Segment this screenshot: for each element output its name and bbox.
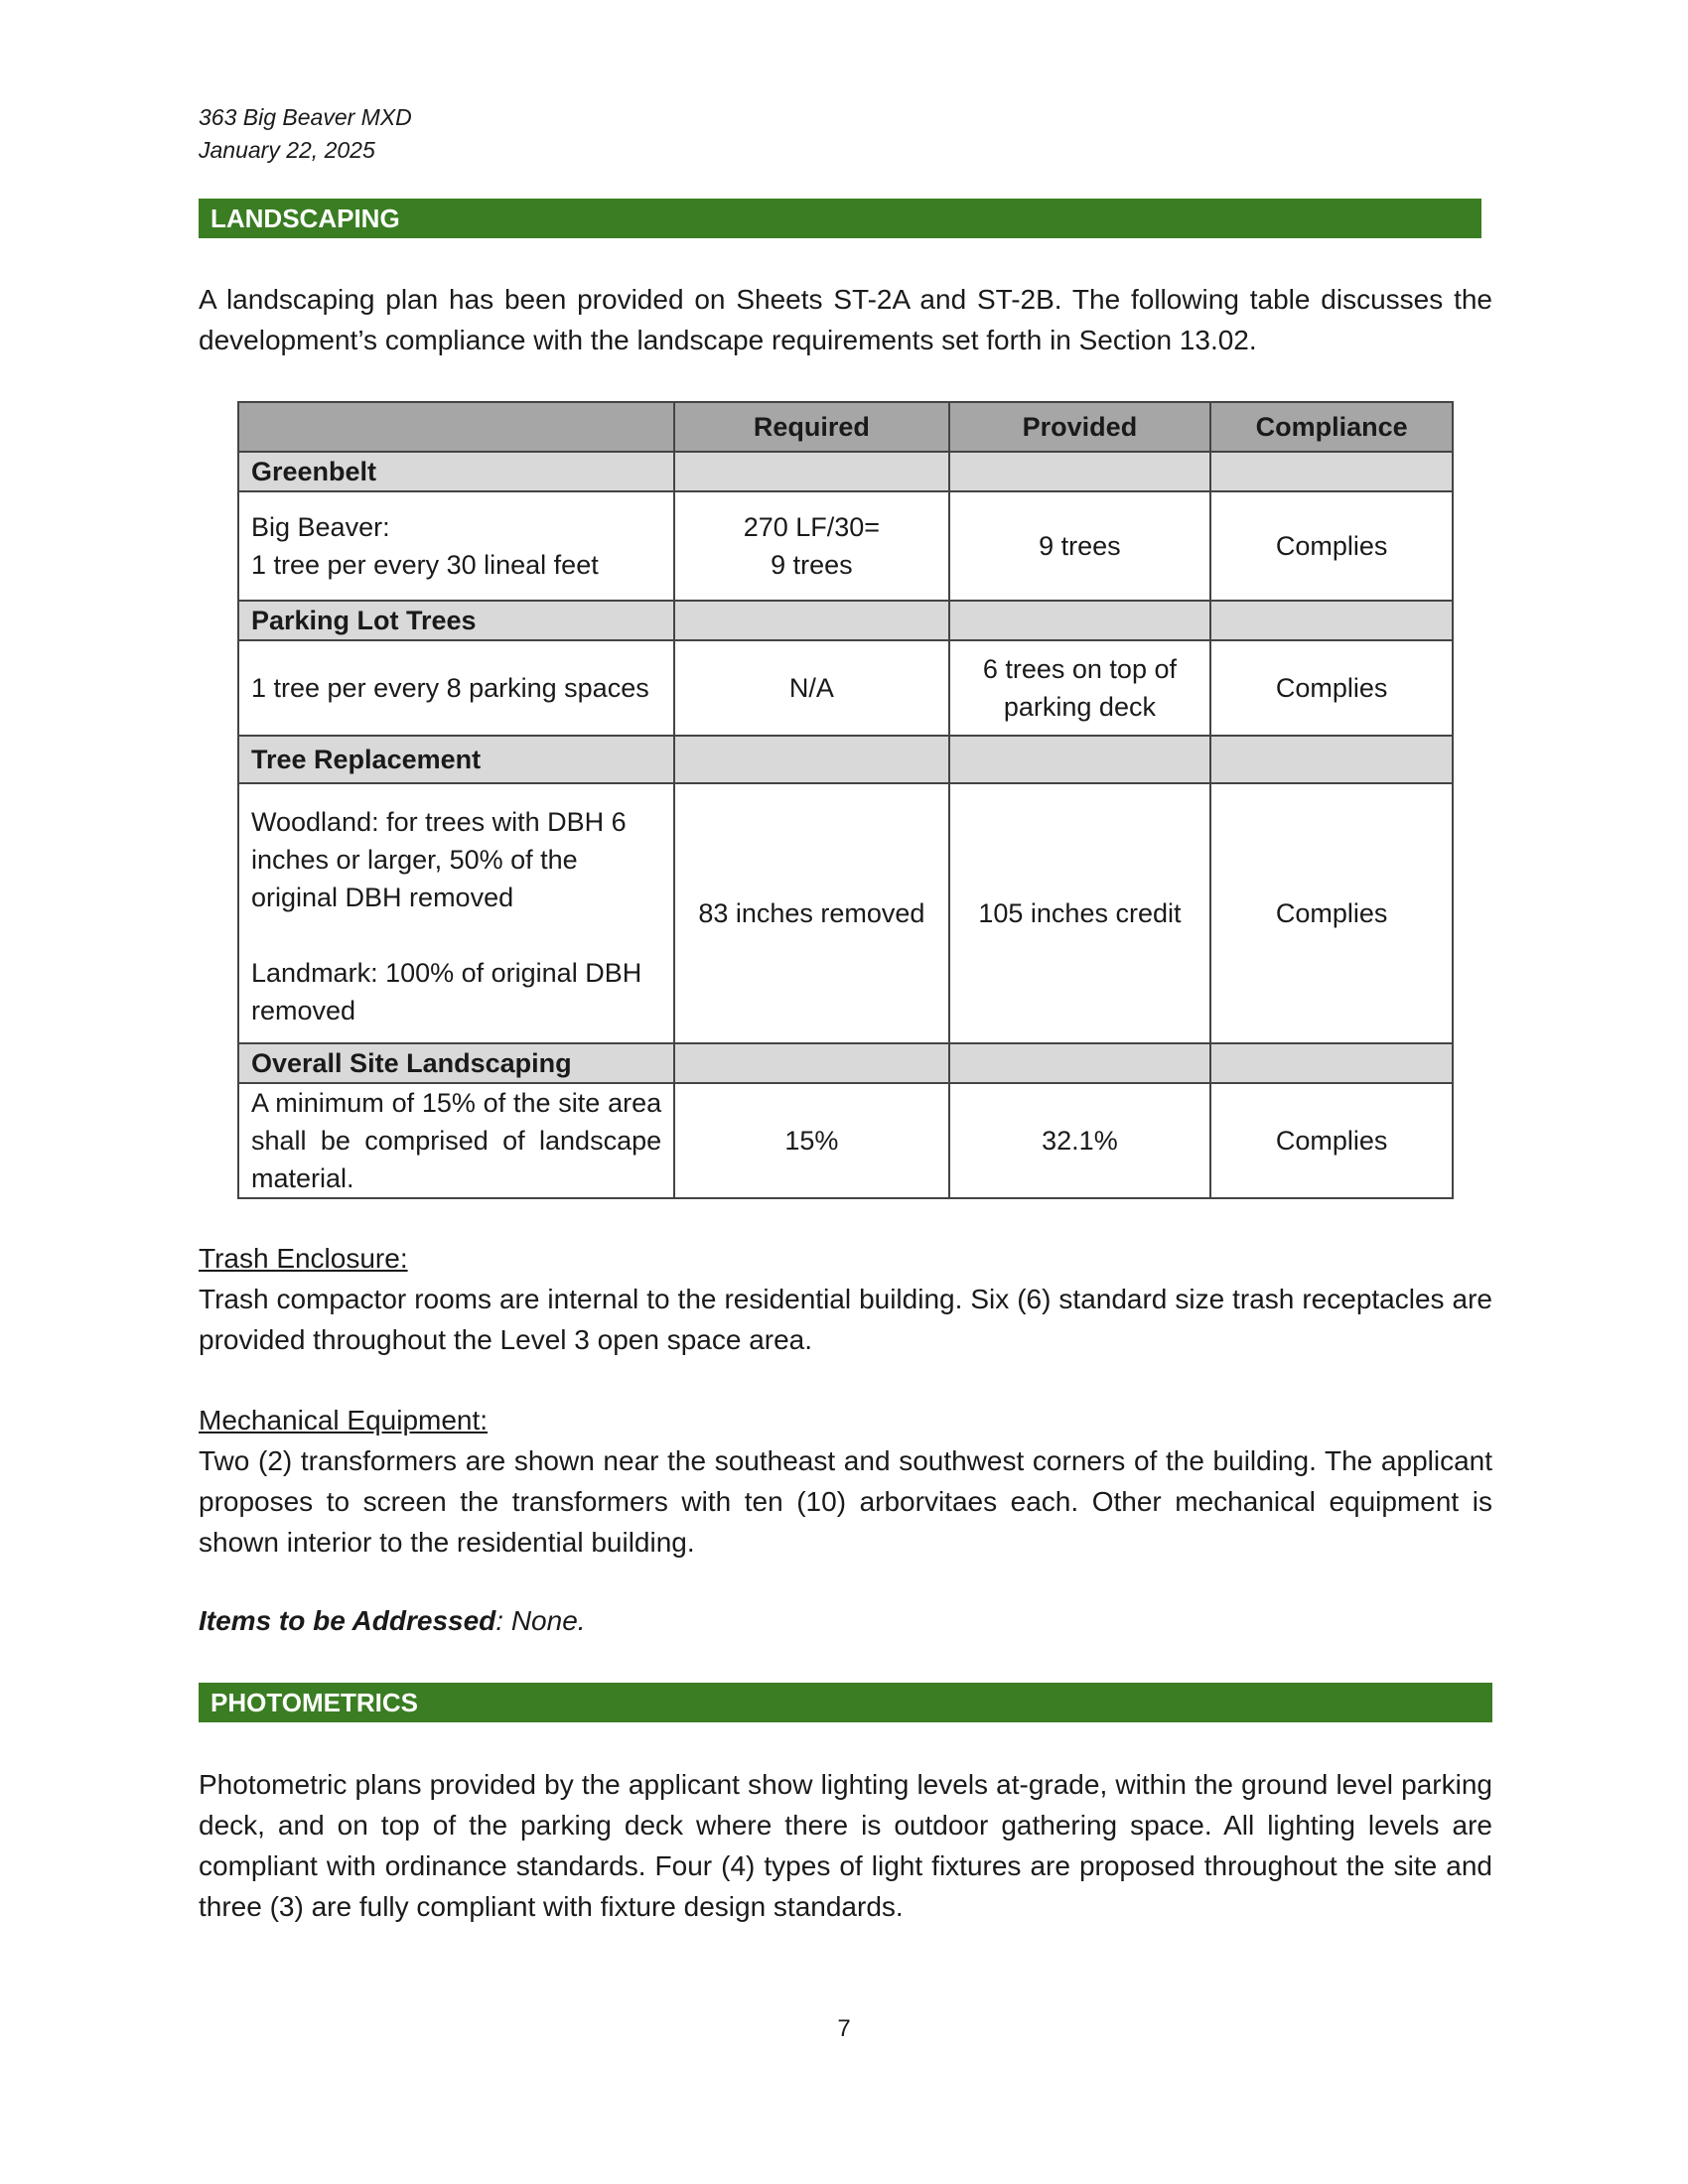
report-date: January 22, 2025: [199, 137, 375, 163]
table-row-replacement: [238, 783, 1453, 1043]
requirement-cell: Big Beaver: 1 tree per every 30 lineal feet: [238, 491, 674, 601]
category-label: Tree Replacement: [238, 736, 674, 783]
provided-cell: 32.1%: [949, 1083, 1211, 1198]
compliance-cell: Complies: [1210, 783, 1453, 1043]
landscaping-section-title: LANDSCAPING: [199, 199, 1481, 238]
column-header-required: Required: [674, 402, 949, 452]
trash-enclosure-section: [199, 1238, 1492, 1360]
category-row-overall: [238, 1043, 1453, 1083]
mechanical-equipment-section: [199, 1400, 1492, 1563]
required-cell: N/A: [674, 640, 949, 736]
category-label: Greenbelt: [238, 452, 674, 491]
provided-cell: 105 inches credit: [949, 783, 1211, 1043]
requirement-cell: Woodland: for trees with DBH 6 inches or larger, 50% of the original DBH removed Landmark: 100% of original DBH removed: [238, 783, 674, 1043]
photometrics-text: Photometric plans provided by the applicant show lighting levels at-grade, within the ground level parking deck, and on top of the parking deck where there is outdoor gathering space. All lighting levels are compliant with ordinance standards. Four (4) types of light fixtures are proposed throughout the site and three (3) are fully compliant with fixture design standards.: [199, 1769, 1492, 1922]
category-row-greenbelt: [238, 452, 1453, 491]
provided-cell: 6 trees on top of parking deck: [949, 640, 1211, 736]
trash-enclosure-text: Trash compactor rooms are internal to the residential building. Six (6) standard size trash receptacles are provided throughout the Level 3 open space area.: [199, 1284, 1492, 1355]
column-header-provided: Provided: [949, 402, 1211, 452]
project-name: 363 Big Beaver MXD: [199, 104, 412, 130]
requirement-cell: 1 tree per every 8 parking spaces: [238, 640, 674, 736]
table-row-parking: [238, 640, 1453, 736]
photometrics-section-title: PHOTOMETRICS: [199, 1683, 1492, 1722]
category-row-replacement: [238, 736, 1453, 783]
page-number: 7: [837, 2015, 851, 2042]
items-value: : None.: [495, 1605, 586, 1636]
table-row-greenbelt: [238, 491, 1453, 601]
compliance-cell: Complies: [1210, 1083, 1453, 1198]
landscape-compliance-table: [237, 401, 1454, 1199]
mechanical-equipment-heading: Mechanical Equipment:: [199, 1405, 489, 1435]
items-label: Items to be Addressed: [199, 1605, 496, 1636]
required-cell: 270 LF/30= 9 trees: [674, 491, 949, 601]
compliance-cell: Complies: [1210, 491, 1453, 601]
requirement-cell: A minimum of 15% of the site area shall be comprised of landscape material.: [238, 1083, 674, 1198]
category-label: Overall Site Landscaping: [238, 1043, 674, 1083]
document-header: [199, 101, 412, 167]
mechanical-equipment-text: Two (2) transformers are shown near the southeast and southwest corners of the building. The applicant proposes to screen the transformers with ten (10) arborvitaes each. Other mechanical equipment is shown interior to the residential building.: [199, 1445, 1492, 1558]
provided-cell: 9 trees: [949, 491, 1211, 601]
table-row-overall: [238, 1083, 1453, 1198]
table-header-row: [238, 402, 1453, 452]
items-to-be-addressed: [199, 1600, 586, 1641]
compliance-cell: Complies: [1210, 640, 1453, 736]
column-header-blank: [238, 402, 674, 452]
category-row-parking: [238, 601, 1453, 640]
required-cell: 83 inches removed: [674, 783, 949, 1043]
required-cell: 15%: [674, 1083, 949, 1198]
landscaping-intro: A landscaping plan has been provided on Sheets ST-2A and ST-2B. The following table discusses the development’s compliance with the landscape requirements set forth in Section 13.02.: [199, 284, 1492, 355]
category-label: Parking Lot Trees: [238, 601, 674, 640]
column-header-compliance: Compliance: [1210, 402, 1453, 452]
trash-enclosure-heading: Trash Enclosure:: [199, 1243, 408, 1274]
